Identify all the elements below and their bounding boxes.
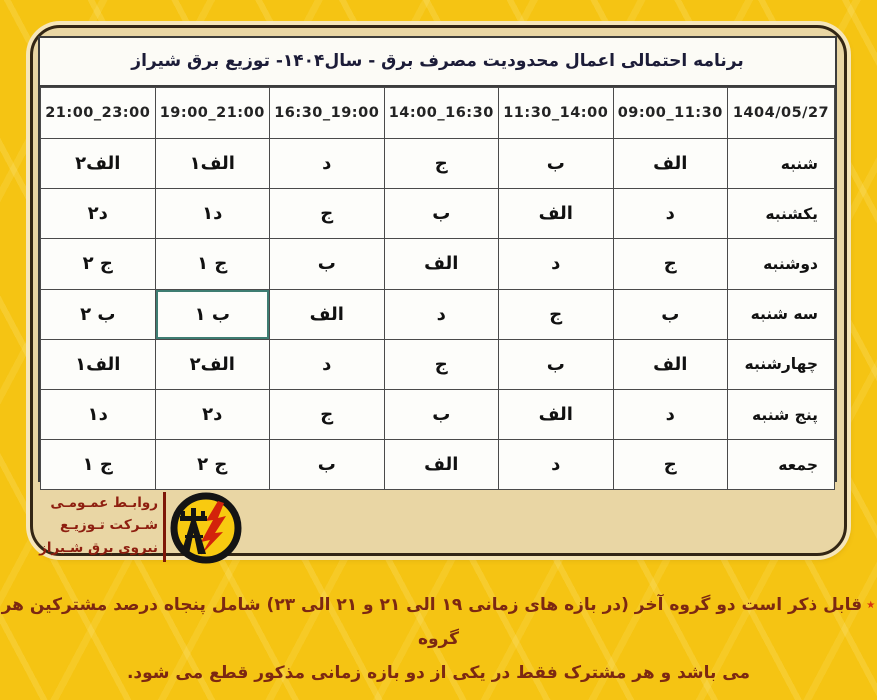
- schedule-cell: الف: [499, 389, 614, 439]
- schedule-cell: ج: [384, 139, 499, 189]
- schedule-cell: ب: [384, 389, 499, 439]
- public-relations-block: [20, 490, 230, 568]
- schedule-title: برنامه احتمالی اعمال محدودیت مصرف برق - سال۱۴۰۴- توزیع برق شیراز: [40, 38, 835, 87]
- schedule-cell: الف۱: [155, 139, 270, 189]
- schedule-cell: ج: [270, 389, 385, 439]
- schedule-cell: ج: [613, 239, 728, 289]
- day-cell: پنج شنبه: [728, 389, 835, 439]
- schedule-cell: ب: [384, 189, 499, 239]
- schedule-cell: ب ۲: [41, 289, 156, 339]
- day-cell: یکشنبه: [728, 189, 835, 239]
- schedule-cell: ج ۲: [155, 440, 270, 490]
- header-row: [41, 88, 835, 139]
- date-header-cell: 1404/05/27: [728, 88, 835, 139]
- schedule-cell: د: [613, 189, 728, 239]
- time-header-cell: 09:00_11:30: [613, 88, 728, 139]
- day-cell: شنبه: [728, 139, 835, 189]
- schedule-cell: الف: [613, 139, 728, 189]
- schedule-cell: د۲: [41, 189, 156, 239]
- day-cell: جمعه: [728, 440, 835, 490]
- day-cell: سه شنبه: [728, 289, 835, 339]
- table-row: [41, 440, 835, 490]
- pr-line-3: نیروی برق شـیراز: [39, 539, 158, 556]
- table-row: [41, 239, 835, 289]
- schedule-cell: ج: [499, 289, 614, 339]
- schedule-table: [40, 87, 835, 490]
- footnote-line-1-text: قابل ذکر است دو گروه آخر (در بازه های زمانی ۱۹ الی ۲۱ و ۲۱ الی ۲۳) شامل پنجاه درصد مشترکین هر گروه: [1, 595, 863, 649]
- pr-line-2: شـرکت تـوزیـع: [60, 517, 158, 534]
- schedule-cell: ب: [613, 289, 728, 339]
- schedule-cell-highlighted: ب ۱: [155, 289, 270, 339]
- electricity-company-logo-icon: [168, 490, 244, 566]
- day-cell: دوشنبه: [728, 239, 835, 289]
- footnote-star-marker: ٭: [866, 595, 876, 615]
- logo-divider: [163, 492, 166, 562]
- schedule-cell: ب: [499, 339, 614, 389]
- schedule-cell: د: [613, 389, 728, 439]
- schedule-cell: الف۲: [155, 339, 270, 389]
- pr-line-1: روابـط عمـومـی: [50, 495, 158, 511]
- table-row: [41, 289, 835, 339]
- schedule-cell: الف۱: [41, 339, 156, 389]
- day-cell: چهارشنبه: [728, 339, 835, 389]
- schedule-cell: ج: [270, 189, 385, 239]
- schedule-cell: د: [499, 239, 614, 289]
- schedule-cell: ج ۱: [41, 440, 156, 490]
- time-header-cell: 11:30_14:00: [499, 88, 614, 139]
- schedule-cell: ب: [270, 239, 385, 289]
- schedule-table-container: [38, 36, 837, 482]
- table-row: [41, 389, 835, 439]
- table-row: [41, 339, 835, 389]
- schedule-cell: ج: [613, 440, 728, 490]
- schedule-cell: الف: [499, 189, 614, 239]
- schedule-cell: ب: [499, 139, 614, 189]
- schedule-cell: ب: [270, 440, 385, 490]
- schedule-cell: د۲: [155, 389, 270, 439]
- table-row: [41, 189, 835, 239]
- schedule-cell: د: [270, 339, 385, 389]
- schedule-cell: الف۲: [41, 139, 156, 189]
- time-header-cell: 21:00_23:00: [41, 88, 156, 139]
- table-row: [41, 139, 835, 189]
- schedule-cell: الف: [613, 339, 728, 389]
- public-relations-text: [40, 492, 158, 559]
- schedule-cell: الف: [384, 239, 499, 289]
- footnote: [0, 588, 877, 690]
- schedule-cell: الف: [384, 440, 499, 490]
- footnote-line-1: [0, 588, 877, 656]
- schedule-cell: ج ۲: [41, 239, 156, 289]
- schedule-cell: د۱: [41, 389, 156, 439]
- schedule-cell: ج: [384, 339, 499, 389]
- time-header-cell: 19:00_21:00: [155, 88, 270, 139]
- schedule-cell: د: [499, 440, 614, 490]
- schedule-cell: د: [270, 139, 385, 189]
- time-header-cell: 16:30_19:00: [270, 88, 385, 139]
- time-header-cell: 14:00_16:30: [384, 88, 499, 139]
- schedule-cell: ج ۱: [155, 239, 270, 289]
- schedule-cell: د۱: [155, 189, 270, 239]
- footnote-line-2: می باشد و هر مشترک فقط در یکی از دو بازه زمانی مذکور قطع می شود.: [126, 663, 751, 683]
- schedule-cell: د: [384, 289, 499, 339]
- schedule-cell: الف: [270, 289, 385, 339]
